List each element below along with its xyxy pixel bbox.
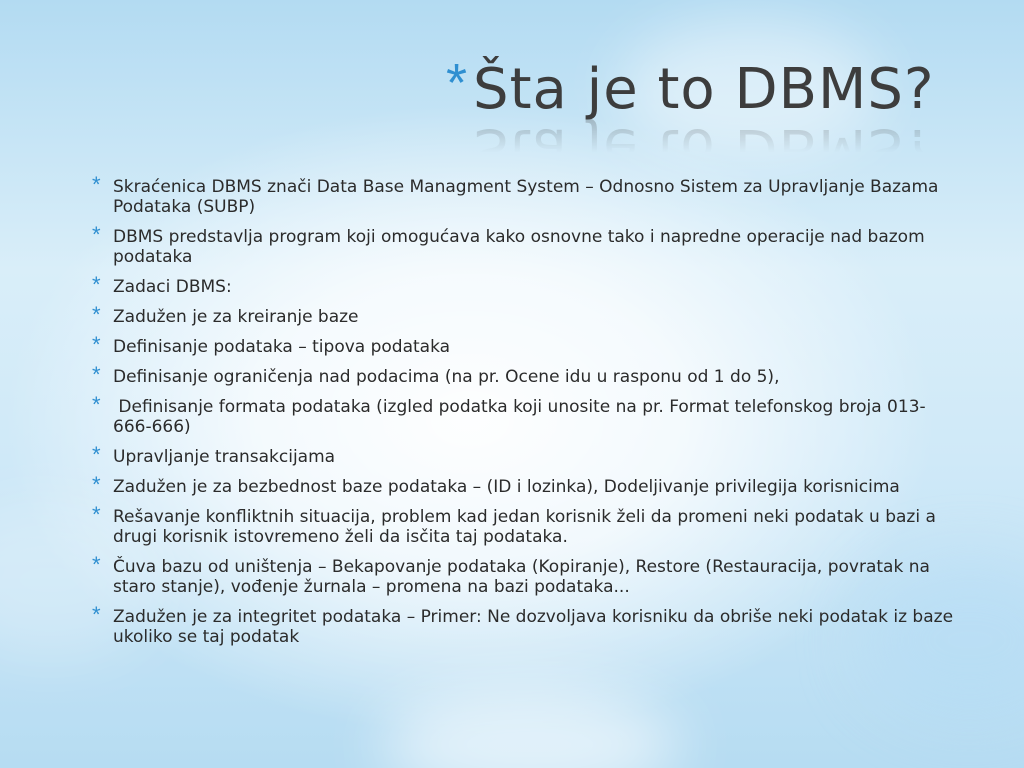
bullet-item — [92, 502, 962, 547]
background-glow — [380, 690, 680, 768]
bullet-text: Zadužen je za integritet podataka – Primer: Ne dozvoljava korisniku da obriše neki podatak iz baze ukoliko se taj podatak — [113, 607, 954, 647]
bullet-text: Čuva bazu od uništenja – Bekapovanje podataka (Kopiranje), Restore (Restauracija, povratak na staro stanje), vođenje žurnala – promena na bazi podataka... — [113, 557, 930, 597]
bullet-text: Definisanje ograničenja nad podacima (na pr. Ocene idu u rasponu od 1 do 5), — [113, 367, 780, 387]
bullet-list — [92, 172, 962, 657]
bullet-text: Definisanje podataka – tipova podataka — [113, 337, 451, 357]
bullet-item — [92, 442, 962, 467]
asterisk-bullet-icon: * — [92, 552, 101, 577]
asterisk-bullet-icon: * — [92, 332, 101, 357]
asterisk-bullet-icon: * — [92, 442, 101, 467]
slide-title — [446, 50, 935, 134]
bullet-text: Upravljanje transakcijama — [113, 447, 336, 467]
bullet-item — [92, 222, 962, 267]
asterisk-bullet-icon: * — [92, 272, 101, 297]
bullet-item — [92, 362, 962, 387]
title-asterisk-icon: * — [446, 53, 468, 113]
bullet-text: Zadužen je za bezbednost baze podataka – (ID i lozinka), Dodeljivanje privilegija korisnicima — [113, 477, 900, 497]
bullet-item — [92, 332, 962, 357]
bullet-text: Zadaci DBMS: — [113, 277, 232, 297]
asterisk-bullet-icon: * — [92, 602, 101, 627]
bullet-text: DBMS predstavlja program koji omogućava kako osnovne tako i napredne operacije nad bazom podataka — [113, 227, 925, 267]
asterisk-bullet-icon: * — [92, 502, 101, 527]
bullet-text: Rešavanje konfliktnih situacija, problem kad jedan korisnik želi da promeni neki podatak u bazi a drugi korisnik istovremeno želi da isčita taj podataka. — [113, 507, 936, 547]
bullet-item — [92, 302, 962, 327]
asterisk-bullet-icon: * — [92, 172, 101, 197]
bullet-item — [92, 392, 962, 437]
bullet-item — [92, 602, 962, 647]
bullet-text: Zadužen je za kreiranje baze — [113, 307, 359, 327]
bullet-item — [92, 172, 962, 217]
asterisk-bullet-icon: * — [92, 392, 101, 417]
bullet-item — [92, 552, 962, 597]
asterisk-bullet-icon: * — [92, 222, 101, 247]
bullet-item — [92, 472, 962, 497]
slide-title-text: Šta je to DBMS? — [473, 57, 935, 122]
bullet-text: Skraćenica DBMS znači Data Base Managment System – Odnosno Sistem za Upravljanje Bazama Podataka (SUBP) — [113, 177, 939, 217]
asterisk-bullet-icon: * — [92, 362, 101, 387]
bullet-text: Definisanje formata podataka (izgled podatka koji unosite na pr. Format telefonskog broja 013-666-666) — [113, 397, 926, 437]
asterisk-bullet-icon: * — [92, 302, 101, 327]
asterisk-bullet-icon: * — [92, 472, 101, 497]
bullet-item — [92, 272, 962, 297]
